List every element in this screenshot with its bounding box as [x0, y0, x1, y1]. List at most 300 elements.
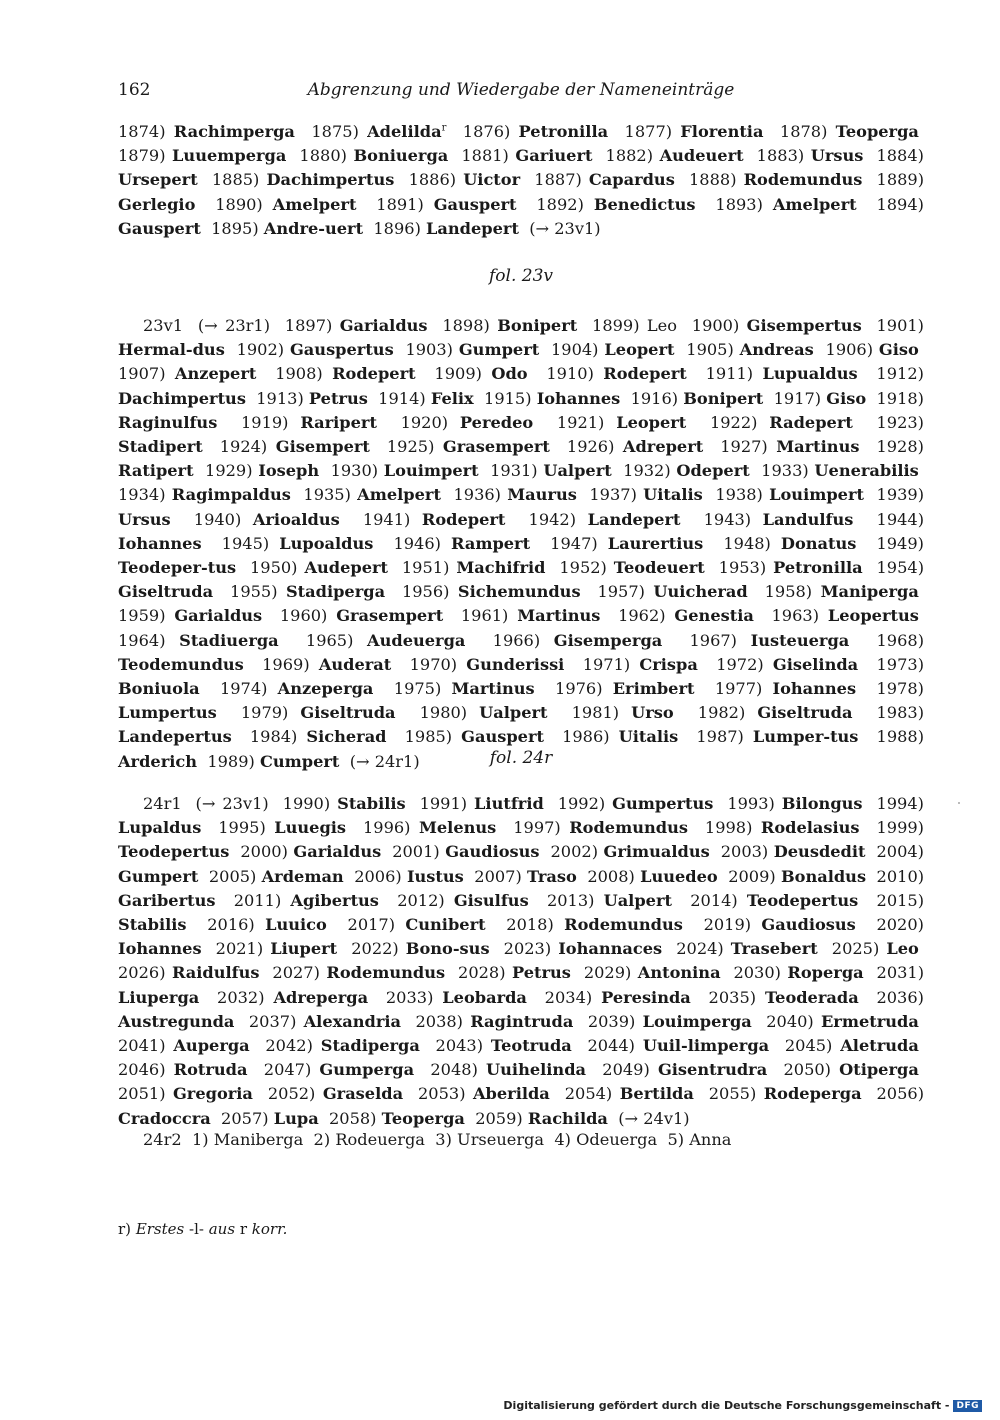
- entry-number: 2000): [240, 842, 288, 862]
- name-entry: [618, 606, 754, 625]
- entry-name: Garialdus: [293, 842, 382, 862]
- entry-number: 5): [667, 1130, 685, 1149]
- entry-name: Teodepertus: [118, 842, 230, 862]
- entry-number: 2037): [248, 1011, 297, 1031]
- entry-number: 1897): [284, 316, 333, 335]
- name-entry: [256, 389, 368, 408]
- entry-number: 1921): [556, 412, 605, 432]
- entry-number: 1985): [404, 727, 453, 747]
- entry-number: 1881): [461, 146, 509, 166]
- folio-line-label: 24r2: [143, 1130, 182, 1149]
- entry-number: 1909): [434, 364, 482, 384]
- name-entry: [118, 1084, 253, 1103]
- entry-name: Rodeuerga: [335, 1130, 425, 1149]
- entry-name: Ualpert: [543, 461, 612, 481]
- name-entry: [583, 655, 698, 674]
- entry-name: Lumpertus: [118, 703, 217, 723]
- name-entry: [704, 510, 854, 529]
- name-entry: [392, 842, 539, 861]
- name-entry: [733, 963, 863, 982]
- footnote-mark: r): [118, 1220, 132, 1238]
- entry-name: Audepert: [304, 558, 389, 578]
- entry-number: 2024): [676, 939, 724, 959]
- entry-number: 2014): [690, 890, 738, 910]
- entry-number: 1890): [215, 194, 263, 214]
- running-head: Abgrenzung und Wiedergabe der Nameneinträge: [307, 80, 735, 100]
- name-entry: [504, 939, 663, 958]
- footnote-text: r: [239, 1220, 247, 1238]
- name-entry: [715, 679, 856, 698]
- entry-name: Grimualdus: [603, 842, 710, 862]
- entries-paragraph: [118, 314, 924, 774]
- entry-name: Uitalis: [643, 485, 703, 505]
- name-entry: [207, 915, 327, 934]
- entry-name: Liutfrid: [474, 794, 544, 813]
- entry-name: Antonina: [637, 963, 721, 983]
- entry-number: 1952): [559, 558, 607, 578]
- entry-number: 2023): [503, 939, 552, 959]
- entry-number: 1960): [279, 606, 328, 626]
- entry-number: 2038): [415, 1011, 463, 1031]
- name-entry: [676, 939, 817, 958]
- entry-name: Teoderada: [764, 987, 859, 1007]
- entry-number: 1955): [230, 582, 278, 602]
- entry-number: 2031): [876, 963, 925, 983]
- entry-name: Stadiperga: [285, 582, 386, 602]
- entry-number: 1895): [211, 218, 259, 238]
- name-entry: [418, 1084, 550, 1103]
- entry-name: Genestia: [674, 606, 754, 626]
- name-entry: [623, 461, 750, 480]
- entry-name: Raripert: [300, 412, 377, 432]
- entry-number: 1902): [236, 340, 285, 360]
- entry-number: 1997): [513, 818, 561, 838]
- entry-number: 1987): [696, 727, 744, 747]
- entry-name: Martinus: [776, 437, 860, 457]
- folio-heading-24r: fol. 24r: [489, 748, 553, 768]
- entry-name: Audeuerga: [367, 630, 466, 650]
- entry-number: 2019): [703, 915, 752, 935]
- name-entry: [118, 631, 279, 650]
- name-entry: [506, 915, 683, 934]
- entry-number: 1963): [771, 606, 820, 626]
- entry-name: Maniberga: [213, 1130, 304, 1149]
- entry-name: Gauspert: [461, 727, 544, 747]
- name-entry: [420, 794, 544, 813]
- entry-number: 1905): [686, 340, 734, 360]
- entry-number: 1975): [393, 679, 442, 699]
- entry-number: 1926): [566, 437, 615, 457]
- entry-number: 1912): [876, 364, 924, 384]
- name-entry: [249, 1012, 401, 1031]
- entry-number: 1903): [405, 340, 453, 360]
- entry-number: 1946): [393, 533, 441, 553]
- name-entry: [442, 316, 577, 335]
- entry-number: 1951): [401, 558, 450, 578]
- entry-number: 2018): [506, 915, 554, 935]
- name-entry: [584, 963, 721, 982]
- entries-paragraph: [118, 1128, 924, 1152]
- folio-line-label: 24r1: [143, 794, 182, 813]
- entry-number: 1908): [275, 364, 323, 384]
- entry-number: 1896): [373, 218, 421, 238]
- entry-number: 2015): [876, 890, 925, 910]
- name-entry: [268, 1084, 403, 1103]
- entry-name: Cradoccra: [118, 1108, 211, 1128]
- entry-name: Liuperga: [118, 987, 200, 1007]
- entry-number: 1965): [305, 630, 354, 650]
- entry-number: 1947): [550, 533, 598, 553]
- entry-name: Ursus: [118, 509, 171, 529]
- entry-name: Gumpertus: [612, 794, 714, 813]
- name-entry: [587, 1036, 769, 1055]
- entry-number: 1972): [716, 654, 764, 674]
- entry-name: Rampert: [451, 533, 531, 553]
- name-entry: [554, 1130, 657, 1149]
- entry-number: 1911): [705, 364, 754, 384]
- name-entry: [194, 510, 340, 529]
- entry-name: Maniperga: [820, 582, 919, 602]
- entry-number: 1961): [460, 606, 509, 626]
- entry-name: Gisempertus: [746, 316, 862, 335]
- entry-number: 2047): [263, 1060, 312, 1080]
- name-entry: [241, 703, 396, 722]
- name-entry: [709, 1084, 862, 1103]
- entry-number: 4): [554, 1130, 571, 1149]
- entry-name: Giselinda: [772, 654, 859, 674]
- entry-number: 1943): [703, 509, 752, 529]
- entry-number: 1954): [876, 558, 925, 578]
- entry-name: Agibertus: [290, 890, 379, 910]
- footnote-text: korr.: [251, 1220, 288, 1238]
- entry-number: 1949): [876, 533, 924, 553]
- entry-number: 2032): [217, 987, 265, 1007]
- entry-number: 1877): [624, 122, 673, 141]
- entry-name: Ualpert: [479, 703, 548, 723]
- entry-number: 1938): [715, 485, 763, 505]
- name-entry: [118, 122, 295, 141]
- name-entry: [475, 1109, 608, 1128]
- name-entry: [250, 727, 387, 746]
- name-entry: [285, 316, 428, 335]
- entry-number: 1967): [689, 630, 737, 650]
- entry-name: Ursepert: [118, 170, 198, 190]
- entry-name: Leo: [646, 316, 677, 335]
- name-entry: [557, 413, 686, 432]
- name-entry: [280, 606, 443, 625]
- entry-number: 1919): [240, 412, 289, 432]
- entry-number: 2022): [351, 939, 399, 959]
- entry-name: Luuedeo: [640, 866, 718, 886]
- entry-name: Petronilla: [518, 122, 609, 141]
- entry-name: Liupert: [270, 939, 338, 959]
- entry-name: Teoperga: [381, 1108, 465, 1128]
- entry-name: Ragimpaldus: [171, 485, 291, 505]
- name-entry: [780, 122, 919, 141]
- entry-number: 1894): [876, 194, 924, 214]
- name-entry: [306, 631, 466, 650]
- entry-number: 2053): [418, 1084, 466, 1104]
- cross-reference: (→ 24v1): [618, 1108, 690, 1128]
- entry-number: 1980): [419, 703, 468, 723]
- name-entry: [435, 1130, 544, 1149]
- entry-name: Anna: [689, 1130, 732, 1149]
- entry-name: Stabilis: [118, 915, 187, 935]
- entry-name: Uuicherad: [653, 582, 748, 602]
- name-entry: [386, 988, 527, 1007]
- entry-name: Lupualdus: [762, 364, 858, 384]
- scan-speck: [958, 802, 960, 804]
- entry-name: Giseltruda: [118, 582, 214, 602]
- entry-number: 1891): [376, 194, 424, 214]
- name-entry: [402, 582, 581, 601]
- entry-name: Bonaldus: [780, 866, 867, 886]
- name-entry: [283, 794, 406, 813]
- entry-name: Uuil-limperga: [642, 1036, 770, 1056]
- name-entry: [696, 727, 858, 746]
- name-entry: [546, 364, 686, 383]
- name-entry: [397, 891, 529, 910]
- name-entry: [387, 437, 550, 456]
- entries-block-24r2: [118, 1128, 924, 1152]
- entry-name: Stadiuerga: [179, 630, 279, 650]
- entry-number: 1901): [876, 316, 924, 335]
- name-entry: [373, 219, 519, 238]
- entry-number: 1962): [618, 606, 666, 626]
- entry-number: 2005): [208, 866, 257, 886]
- name-entry: [221, 1109, 319, 1128]
- entry-name: Odo: [491, 364, 528, 384]
- name-entry: [220, 437, 370, 456]
- name-entry: [222, 534, 374, 553]
- entry-number: 1882): [605, 146, 654, 166]
- entry-name: Leobarda: [442, 987, 527, 1007]
- entry-name: Landepert: [426, 218, 519, 238]
- name-entry: [262, 655, 391, 674]
- footnote-marker: r: [441, 122, 447, 134]
- entry-number: 2050): [783, 1060, 831, 1080]
- name-entry: [405, 727, 544, 746]
- name-entry: [303, 485, 441, 504]
- entry-number: 1995): [218, 818, 266, 838]
- name-entry: [405, 340, 539, 359]
- entry-number: 1994): [876, 794, 924, 813]
- entry-name: Ermetruda: [820, 1011, 919, 1031]
- name-entry: [667, 1130, 731, 1149]
- entry-number: 1988): [876, 727, 925, 747]
- name-entry: [461, 146, 592, 165]
- folio-heading-23v: fol. 23v: [488, 266, 553, 286]
- name-entry: [314, 1130, 425, 1149]
- entry-number: 1940): [193, 509, 242, 529]
- entry-number: 1888): [689, 170, 737, 190]
- entry-name: Iohannes: [772, 679, 857, 699]
- name-entry: [212, 170, 395, 189]
- entry-number: 1942): [528, 509, 577, 529]
- entry-name: Otiperga: [839, 1060, 919, 1080]
- name-entry: [545, 988, 691, 1007]
- entry-name: Roperga: [787, 963, 864, 983]
- entry-name: Gauspert: [433, 194, 517, 214]
- entry-number: 2012): [397, 890, 445, 910]
- entry-name: Felix: [430, 388, 474, 408]
- name-entry: [551, 842, 710, 861]
- folio-line-label: 23v1: [143, 316, 184, 335]
- name-entry: [272, 963, 445, 982]
- entry-number: 2001): [392, 842, 440, 862]
- entry-name: Rodemundus: [743, 170, 863, 190]
- entry-number: 2057): [221, 1108, 269, 1128]
- name-entry: [783, 1060, 918, 1079]
- name-entry: [329, 1109, 465, 1128]
- entry-name: Melenus: [418, 818, 497, 838]
- entry-number: 2025): [831, 939, 880, 959]
- entry-name: Uenerabilis: [814, 461, 919, 481]
- page-header: [118, 80, 924, 104]
- entry-number: 1941): [362, 509, 411, 529]
- name-entry: [363, 818, 496, 837]
- name-entry: [220, 679, 373, 698]
- entry-number: 1924): [219, 437, 268, 457]
- entry-number: 2021): [215, 939, 264, 959]
- name-entry: [715, 485, 864, 504]
- name-entry: [728, 867, 866, 886]
- entry-name: Andreas: [739, 340, 814, 360]
- entry-name: Petronilla: [773, 558, 863, 578]
- entry-number: 2042): [265, 1036, 313, 1056]
- name-entry: [348, 915, 486, 934]
- name-entry: [118, 485, 291, 504]
- name-entry: [692, 316, 862, 335]
- name-entry: [351, 939, 489, 958]
- name-entry: [394, 679, 535, 698]
- entry-number: 1875): [311, 122, 359, 141]
- entry-name: Giso: [878, 340, 919, 360]
- name-entry: [378, 389, 474, 408]
- entry-number: 1945): [221, 533, 270, 553]
- entry-name: Stabilis: [337, 794, 406, 813]
- entry-number: 1937): [589, 485, 637, 505]
- name-entry: [241, 413, 377, 432]
- entry-number: 1981): [571, 703, 620, 723]
- name-entry: [690, 891, 858, 910]
- name-entry: [715, 195, 856, 214]
- name-entry: [118, 1060, 248, 1079]
- name-entry: [250, 558, 388, 577]
- name-entry: [218, 818, 346, 837]
- name-entry: [461, 606, 601, 625]
- footnote-text: aus: [208, 1220, 236, 1238]
- entry-number: 2049): [602, 1060, 650, 1080]
- entry-name: Stadipert: [118, 437, 203, 457]
- entry-number: 2030): [733, 963, 781, 983]
- name-entry: [216, 939, 338, 958]
- name-entry: [719, 558, 863, 577]
- entry-number: 1930): [330, 461, 379, 481]
- entry-number: 2029): [583, 963, 632, 983]
- name-entry: [559, 558, 704, 577]
- name-entry: [774, 389, 867, 408]
- name-entry: [420, 703, 548, 722]
- entry-name: Rotruda: [173, 1060, 248, 1080]
- entry-number: 1893): [715, 194, 763, 214]
- name-entry: [720, 437, 859, 456]
- entry-number: 1976): [555, 679, 603, 699]
- entry-name: Landulfus: [762, 509, 854, 529]
- name-entry: [513, 818, 688, 837]
- name-entry: [192, 1130, 303, 1149]
- entry-number: 1914): [378, 388, 426, 408]
- entry-number: 2010): [876, 866, 925, 886]
- name-entry: [529, 510, 681, 529]
- cross-reference: (→ 23v1): [529, 218, 601, 238]
- entry-number: 1915): [484, 388, 532, 408]
- name-entry: [550, 534, 703, 553]
- name-entry: [686, 340, 813, 359]
- entry-number: 1925): [386, 437, 435, 457]
- entry-name: Dachimpertus: [266, 170, 395, 190]
- entry-name: Gumpert: [458, 340, 540, 360]
- name-entry: [209, 867, 344, 886]
- entry-number: 1892): [536, 194, 584, 214]
- entry-number: 1998): [704, 818, 753, 838]
- entry-number: 1928): [876, 437, 924, 457]
- entry-name: Erimbert: [612, 679, 695, 699]
- entry-number: 1982): [697, 703, 746, 723]
- name-entry: [592, 316, 677, 335]
- name-entry: [299, 146, 448, 165]
- name-entry: [826, 340, 919, 359]
- dfg-logo-icon: DFG: [953, 1400, 982, 1412]
- entry-number: 1992): [557, 794, 606, 813]
- entry-number: 1916): [630, 388, 679, 408]
- entry-name: Urseuerga: [457, 1130, 545, 1149]
- entry-name: Luuegis: [274, 818, 347, 838]
- entry-number: 1935): [303, 485, 351, 505]
- entry-number: 2035): [708, 987, 757, 1007]
- entry-name: Louimpert: [383, 461, 479, 481]
- name-entry: [534, 170, 675, 189]
- entry-number: 1964): [118, 630, 166, 650]
- entry-name: Ragintruda: [470, 1011, 574, 1031]
- entry-number: 2027): [272, 963, 320, 983]
- entry-name: Sichemundus: [457, 582, 581, 602]
- entry-name: Sicherad: [306, 727, 387, 747]
- name-entry: [474, 867, 577, 886]
- name-entry: [311, 122, 446, 141]
- name-entry: [589, 485, 702, 504]
- name-entry: [588, 1012, 752, 1031]
- entry-number: 1899): [592, 316, 640, 335]
- entry-name: Alexandria: [303, 1011, 402, 1031]
- entry-name: Boniuola: [118, 679, 200, 699]
- cross-reference: (→ 24r1): [349, 751, 420, 771]
- name-entry: [689, 631, 849, 650]
- name-entry: [606, 146, 744, 165]
- name-entry: [709, 988, 859, 1007]
- name-entry: [766, 1012, 919, 1031]
- entry-name: Amelpert: [772, 194, 857, 214]
- entry-number: 2051): [118, 1084, 166, 1104]
- name-entry: [118, 364, 256, 383]
- name-entry: [710, 413, 853, 432]
- entry-name: Gumperga: [319, 1060, 415, 1080]
- entry-name: Garialdus: [339, 316, 428, 335]
- name-entry: [631, 389, 764, 408]
- entry-name: Rodeperga: [763, 1084, 862, 1104]
- entry-name: Ualpert: [603, 890, 672, 910]
- entry-number: 2011): [233, 890, 282, 910]
